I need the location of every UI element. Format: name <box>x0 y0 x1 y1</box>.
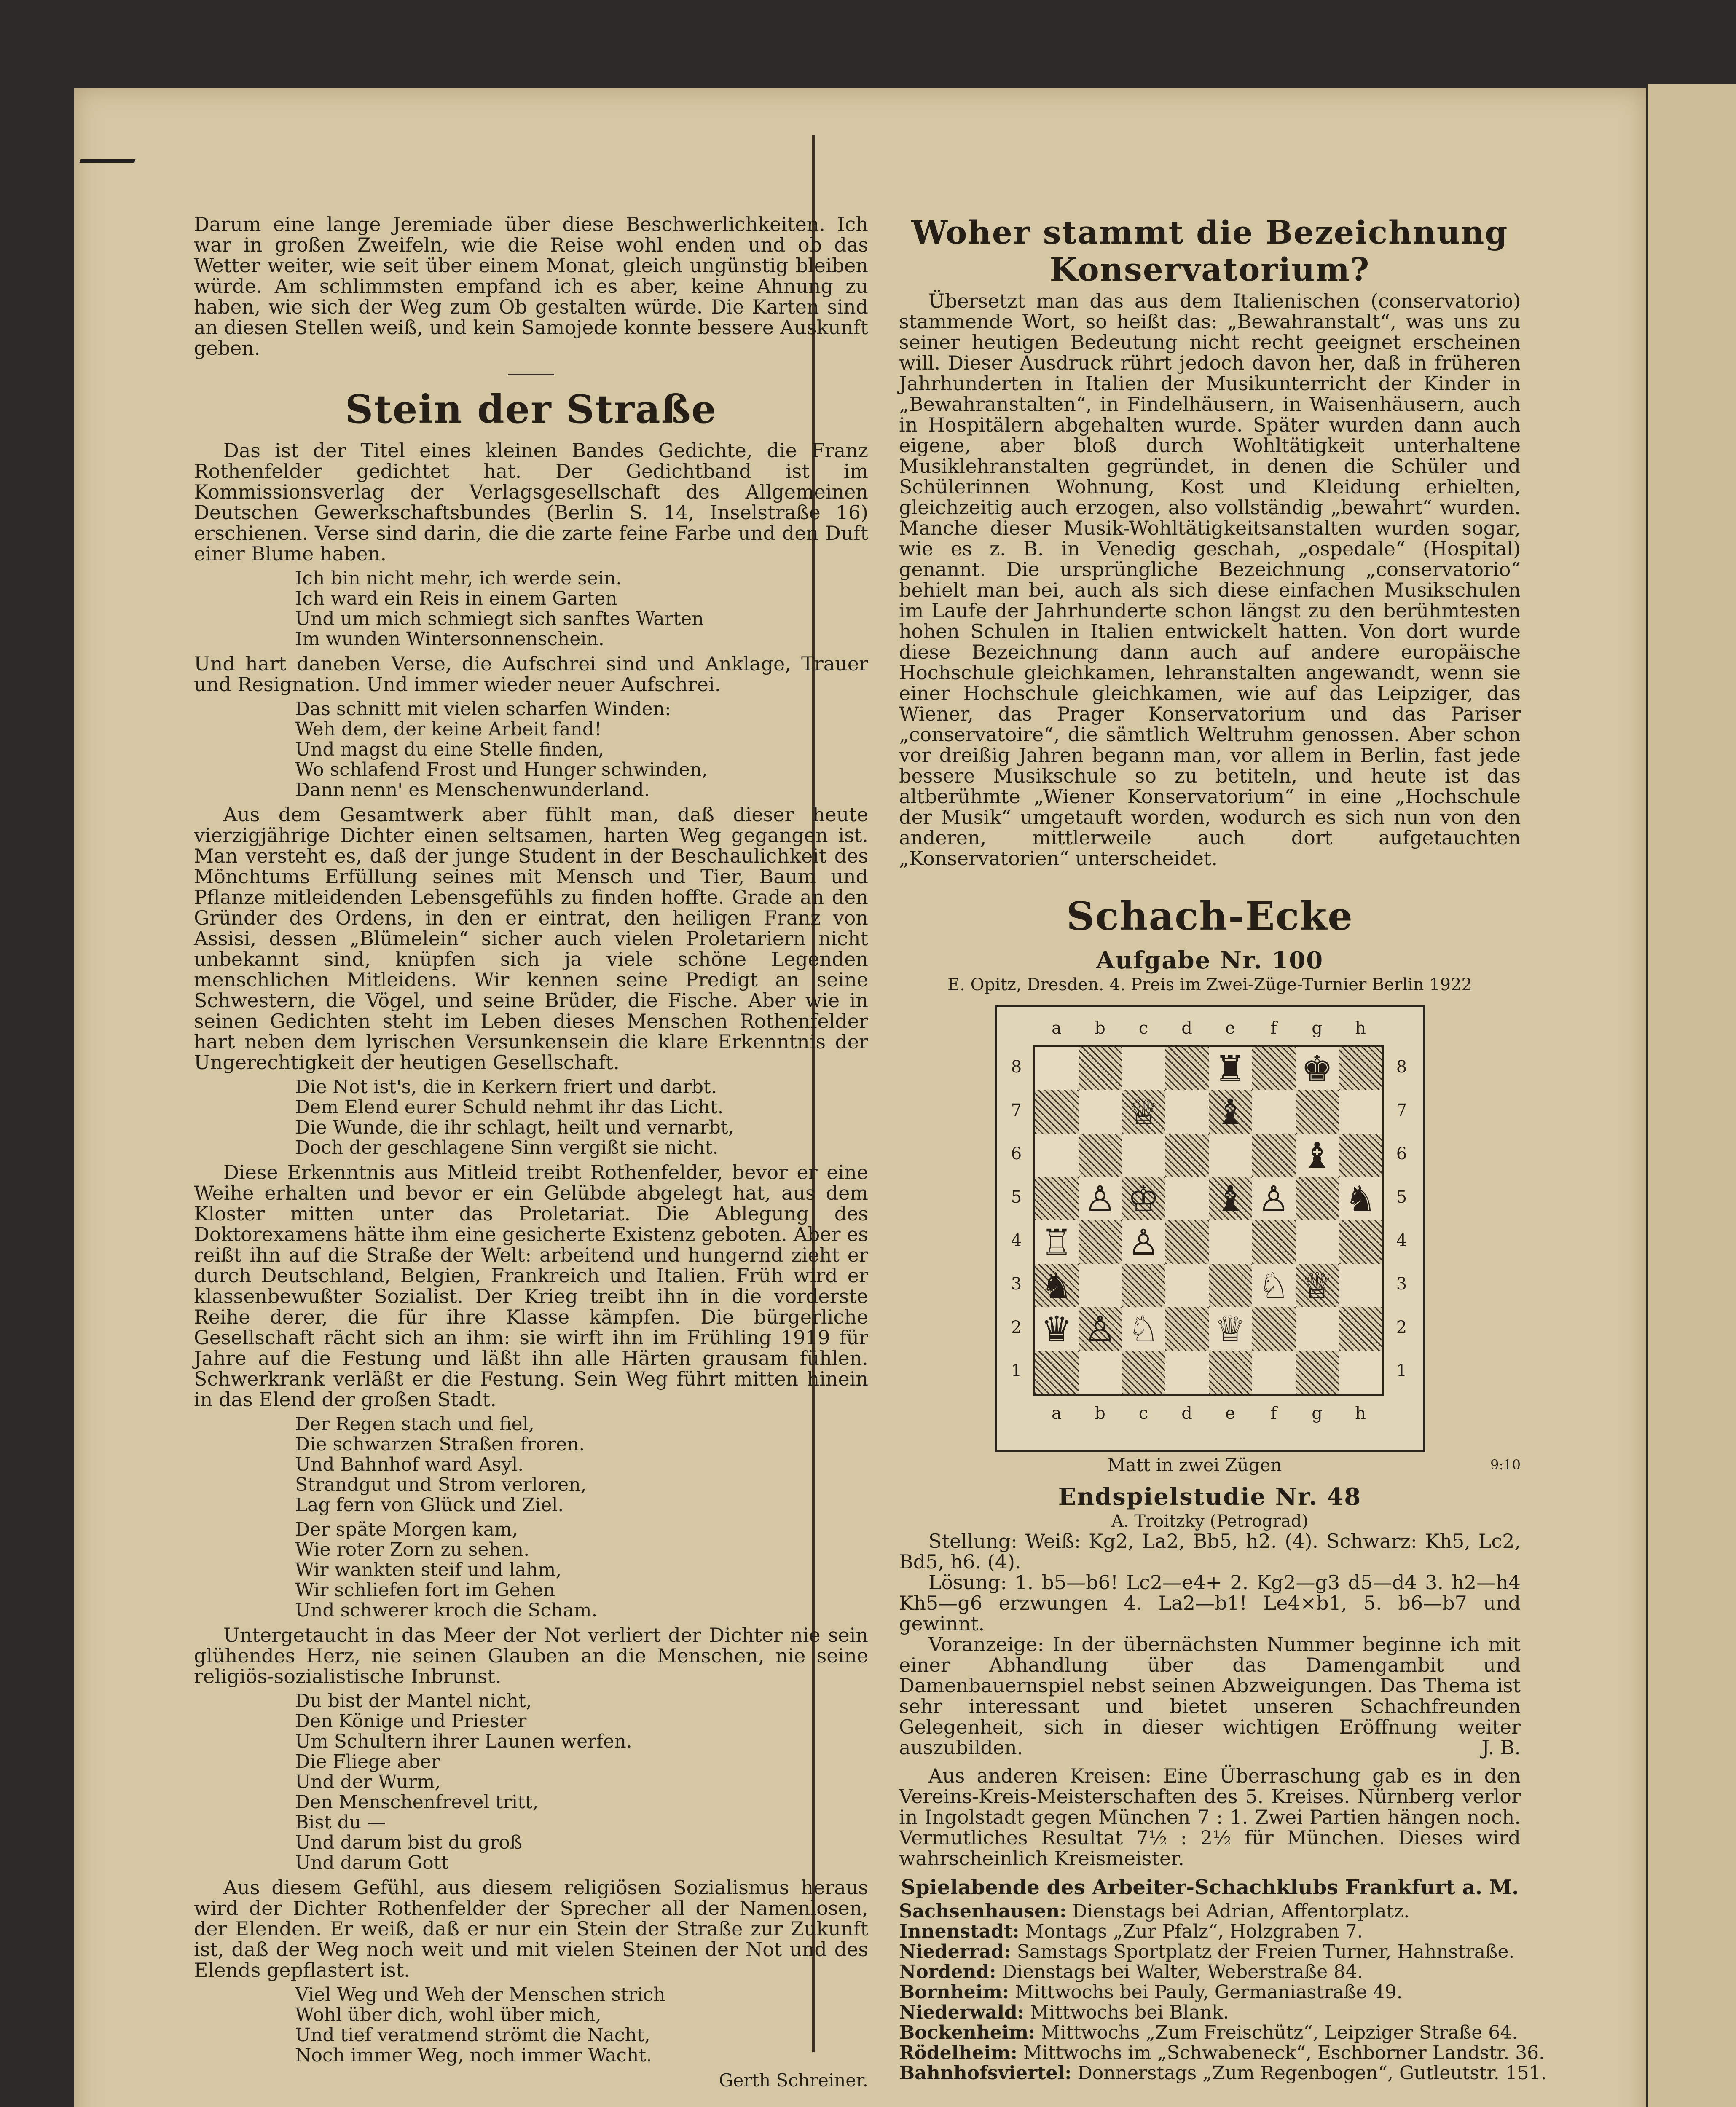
poem-line: Wie roter Zorn zu sehen. <box>295 1539 530 1560</box>
club-info: Mittwochs im „Schwabeneck“, Eschborner Landstr. 36. <box>1017 2042 1545 2064</box>
signature: Gerth Schreiner. <box>719 2070 868 2091</box>
poem-line: Der Regen stach und fiel, <box>295 1413 534 1435</box>
board-square <box>1035 1220 1079 1264</box>
chess-piece: ♕ <box>1214 1308 1246 1350</box>
club-info: Dienstags bei Adrian, Affentorplatz. <box>1066 1901 1410 1922</box>
file-label: d <box>1181 1019 1192 1038</box>
poem <box>295 568 868 649</box>
rank-label: 4 <box>1011 1231 1022 1250</box>
rank-label: 1 <box>1396 1361 1407 1381</box>
file-label: c <box>1138 1404 1148 1423</box>
chess-piece: ♙ <box>1258 1178 1290 1220</box>
rank-label: 6 <box>1396 1144 1407 1163</box>
board-square <box>1252 1264 1296 1307</box>
poem-line: Viel Weg und Weh der Menschen strich <box>295 1984 665 2005</box>
poem <box>295 1520 868 1621</box>
chess-board <box>1033 1045 1384 1396</box>
preview-text: Voranzeige: In der übernächsten Nummer beginne ich mit einer Abhandlung über das Damengambit und Damenbauernspiel nebst seinen Abzweigungen. Das Thema ist sehr interessant und bietet unseren Schachfreunden Gelegenheit, sich in dieser wichtigen Eröffnung weiter auszubilden. <box>899 1633 1521 1759</box>
board-square <box>1339 1090 1382 1134</box>
board-square <box>1252 1090 1296 1134</box>
chess-diagram <box>995 1005 1425 1452</box>
club-info: Mittwochs bei Pauly, Germaniastraße 49. <box>1009 1981 1403 2003</box>
rank-label: 4 <box>1396 1231 1407 1250</box>
poem-line: Und Bahnhof ward Asyl. <box>295 1454 524 1475</box>
preview-sign: J. B. <box>1481 1736 1521 1759</box>
file-label: a <box>1052 1019 1062 1038</box>
chess-piece: ♝ <box>1301 1134 1333 1176</box>
rank-label: 7 <box>1396 1101 1407 1120</box>
paragraph: Untergetaucht in das Meer der Not verliert der Dichter nie sein glühendes Herz, nie seinen Glauben an die Menschen, nie seine religiös-sozialistische Inbrunst. <box>194 1624 868 1688</box>
file-label: g <box>1312 1404 1323 1423</box>
club-place: Bornheim: <box>899 1981 1009 2003</box>
paragraph: Diese Erkenntnis aus Mitleid treibt Rothenfelder, bevor er eine Weihe erhalten und bevor er ein Gelübde abgelegt hat, aus dem Kloster mitten unter das Proletariat. Die Ablegung des Doktorexamens hätte ihm eine gesicherte Existenz geboten. Aber es reißt ihn auf die Straße der Welt: arbeitend und hungernd zieht er durch Deutschland, Belgien, Frankreich und Italien. Früh wird er klassenbewußter Sozialist. Der Krieg treibt ihn in die vorderste Reihe derer, die für ihre Klasse kämpfen. Die bürgerliche Gesellschaft rächt sich an ihm: sie wirft ihn im Frühling 1919 für Jahre auf die Festung und läßt ihn alle Härten grausam fühlen. Schwerkrank verläßt er die Festung. Sein Weg führt mitten hinein in das Elend der großen Stadt. <box>194 1161 868 1411</box>
board-square <box>1035 1047 1079 1090</box>
rank-label: 3 <box>1011 1274 1022 1294</box>
board-square <box>1122 1351 1165 1394</box>
left-column <box>194 214 868 2091</box>
rank-label: 3 <box>1396 1274 1407 1294</box>
file-label: d <box>1181 1404 1192 1423</box>
board-square <box>1296 1307 1339 1351</box>
poem-line: Und darum bist du groß <box>295 1832 523 1853</box>
club-place: Bockenheim: <box>899 2022 1036 2043</box>
board-square <box>1252 1047 1296 1090</box>
club-info: Donnerstags „Zum Regenbogen“, Gutleutstr. 151. <box>1071 2062 1547 2084</box>
rank-label: 5 <box>1396 1188 1407 1207</box>
board-square <box>1122 1307 1165 1351</box>
file-label: a <box>1052 1404 1062 1423</box>
poem-line: Und darum Gott <box>295 1852 449 1874</box>
rank-label: 6 <box>1011 1144 1022 1163</box>
board-square <box>1079 1177 1122 1220</box>
article-title: Stein der Straße <box>345 386 717 432</box>
board-square <box>1339 1264 1382 1307</box>
poem-line: Bist du — <box>295 1812 386 1833</box>
board-square <box>1252 1307 1296 1351</box>
file-label: b <box>1095 1019 1105 1038</box>
file-label: h <box>1355 1404 1366 1423</box>
board-square <box>1296 1264 1339 1307</box>
board-square <box>1339 1220 1382 1264</box>
study-position: Stellung: Weiß: Kg2, La2, Bb5, h2. (4). Schwarz: Kh5, Lc2, Bd5, h6. (4). <box>899 1530 1521 1573</box>
chess-piece: ♖ <box>1041 1221 1073 1263</box>
chess-piece: ♜ <box>1214 1048 1246 1089</box>
poem <box>295 699 868 800</box>
club-info: Dienstags bei Walter, Weberstraße 84. <box>996 1961 1363 1983</box>
clubs-list <box>899 1901 1547 2084</box>
file-label: g <box>1312 1019 1323 1038</box>
board-square <box>1122 1134 1165 1177</box>
board-square <box>1209 1264 1252 1307</box>
poem-line: Die Fliege aber <box>295 1751 440 1772</box>
board-square <box>1165 1090 1209 1134</box>
file-label: h <box>1355 1019 1366 1038</box>
poem-line: Um Schultern ihrer Launen werfen. <box>295 1731 632 1752</box>
club-entry <box>899 1922 1521 1942</box>
chess-piece: ♔ <box>1127 1178 1159 1220</box>
rank-label: 2 <box>1396 1318 1407 1337</box>
poem-line: Dem Elend eurer Schuld nehmt ihr das Licht. <box>295 1096 724 1118</box>
poem-line: Doch der geschlagene Sinn vergißt sie nicht. <box>295 1137 719 1158</box>
board-square <box>1079 1351 1122 1394</box>
poem-line: Strandgut und Strom verloren, <box>295 1474 587 1496</box>
poem-line: Wo schlafend Frost und Hunger schwinden, <box>295 759 708 780</box>
poem-line: Und um mich schmiegt sich sanftes Warten <box>295 608 704 630</box>
board-square <box>1079 1307 1122 1351</box>
board-square <box>1165 1134 1209 1177</box>
chess-section-title: Schach-Ecke <box>1066 893 1353 939</box>
poem-line: Die Not ist's, die in Kerkern friert und darbt. <box>295 1076 717 1098</box>
poem-line: Wohl über dich, wohl über mich, <box>295 2004 601 2026</box>
board-square <box>1165 1047 1209 1090</box>
board-square <box>1122 1090 1165 1134</box>
article-title: Woher stammt die Bezeichnung Konservatorium? <box>911 214 1508 288</box>
section-divider <box>508 374 554 375</box>
club-place: Nordend: <box>899 1961 996 1983</box>
file-label: f <box>1270 1404 1277 1423</box>
club-entry <box>899 1982 1521 2002</box>
right-column <box>899 214 1547 2084</box>
board-square <box>1122 1264 1165 1307</box>
paragraph: Und hart daneben Verse, die Aufschrei sind und Anklage, Trauer und Resignation. Und immer wieder neuer Aufschrei. <box>194 652 868 696</box>
problem-title: Aufgabe Nr. 100 <box>1096 946 1324 974</box>
problem-source: E. Opitz, Dresden. 4. Preis im Zwei-Züge-Turnier Berlin 1922 <box>947 975 1472 995</box>
board-square <box>1209 1307 1252 1351</box>
paragraph: Das ist der Titel eines kleinen Bandes Gedichte, die Franz Rothenfelder gedichtet hat. Der Gedichtband ist im Kommissionsverlag der Verlagsgesellschaft des Allgemeinen Deutschen Gewerkschaftsbundes (Berlin S. 14, Inselstraße 16) erschienen. Verse sind darin, die die zarte feine Farbe und den Duft einer Blume haben. <box>194 439 868 565</box>
board-square <box>1209 1134 1252 1177</box>
board-square <box>1339 1307 1382 1351</box>
diagram-caption <box>899 1455 1521 1475</box>
poem-line: Das schnitt mit vielen scharfen Winden: <box>295 698 671 720</box>
board-square <box>1296 1047 1339 1090</box>
board-square <box>1165 1307 1209 1351</box>
club-place: Niederrad: <box>899 1941 1011 1962</box>
club-info: Samstags Sportplatz der Freien Turner, Hahnstraße. <box>1011 1941 1515 1962</box>
board-square <box>1035 1351 1079 1394</box>
board-square <box>1035 1090 1079 1134</box>
poem-line: Den Menschenfrevel tritt, <box>295 1791 539 1813</box>
rank-label: 5 <box>1011 1188 1022 1207</box>
paragraph: Übersetzt man das aus dem Italienischen (conservatorio) stammende Wort, so heißt das: „Bewahranstalt“, was uns zu seiner heutigen Bedeutung nicht recht geeignet erscheinen will. Dieser Ausdruck rührt jedoch davon her, daß in früheren Jahrhunderten in Italien der Musikunterricht der Kinder in „Bewahranstalten“, in Findelhäusern, in Waisenhäusern, auch in Hospitälern abgehalten wurde. Später wurden dann auch eigene, aber bloß durch Wohltätigkeit unterhaltene Musiklehranstalten gegründet, in denen die Schüler und Schülerinnen Wohnung, Kost und Kleidung erhielten, gleichzeitig auch erzogen, also vollständig „bewahrt“ wurden. Manche dieser Musik-Wohltätigkeitsanstalten wurden sogar, wie es z. B. in Venedig geschah, „ospedale“ (Hospital) genannt. Die ursprüngliche Bezeichnung „conservatorio“ behielt man bei, auch als sich diese einfachen Musikschulen im Laufe der Jahrhunderte schon längst zu den berühmtesten hohen Schulen in Italien entwickelt hatten. Von dort wurde diese Bezeichnung dann auch auf andere europäische Hochschule gleichkamen, lehranstalten angewandt, wenn sie einer Hochschule gleichkamen, wie auf das Leipziger, das Wiener, das Prager Konservatorium und das Pariser „conservatoire“, die sämtlich Weltruhm genossen. Aber schon vor dreißig Jahren begann man, vor allem in Berlin, fast jede bessere Musikschule so zu betiteln, und heute ist das altberühmte „Wiener Konservatorium“ in eine „Hochschule der Musik“ umgetauft worden, wodurch es sich nun von den anderen, mittlerweile auch dort aufgetauchten „Konservatorien“ unterscheidet. <box>899 290 1521 870</box>
chess-piece: ♛ <box>1041 1308 1073 1350</box>
board-square <box>1252 1134 1296 1177</box>
board-square <box>1165 1220 1209 1264</box>
chess-piece: ♘ <box>1127 1308 1159 1350</box>
board-code: 9:10 <box>1490 1457 1521 1473</box>
clubs-title: Spielabende des Arbeiter-Schachklubs Frankfurt a. M. <box>901 1876 1519 1899</box>
rank-label: 2 <box>1011 1318 1022 1337</box>
board-square <box>1165 1177 1209 1220</box>
adjacent-page-edge <box>1648 84 1736 2107</box>
chess-piece: ♙ <box>1084 1308 1116 1350</box>
chess-piece: ♞ <box>1344 1178 1376 1220</box>
study-solution: Lösung: 1. b5—b6! Lc2—e4+ 2. Kg2—g3 d5—d4 3. h2—h4 Kh5—g6 erzwungen 4. La2—b1! Le4×b1, 5. b6—b7 und gewinnt. <box>899 1571 1521 1635</box>
board-square <box>1296 1134 1339 1177</box>
board-square <box>1165 1264 1209 1307</box>
rank-label: 8 <box>1396 1057 1407 1077</box>
study-author: A. Troitzky (Petrograd) <box>1111 1512 1309 1531</box>
board-square <box>1339 1134 1382 1177</box>
poem-line: Wir wankten steif und lahm, <box>295 1559 562 1581</box>
poem-line: Und der Wurm, <box>295 1771 441 1793</box>
intro-paragraph: Darum eine lange Jeremiade über diese Beschwerlichkeiten. Ich war in großen Zweifeln, wie die Reise wohl enden und ob das Wetter weiter, wie seit über einem Monat, gleich ungünstig bleiben würde. Am schlimmsten empfand ich es aber, keine Ahnung zu haben, wie sich der Weg zum Ob gestalten würde. Die Karten sind an diesen Stellen weiß, und kein Samojede konnte bessere Auskunft geben. <box>194 213 868 359</box>
board-square <box>1296 1177 1339 1220</box>
board-square <box>1035 1134 1079 1177</box>
club-info: Mittwochs bei Blank. <box>1024 2002 1229 2023</box>
board-square <box>1079 1220 1122 1264</box>
rank-label: 8 <box>1011 1057 1022 1077</box>
board-square <box>1209 1177 1252 1220</box>
file-label: e <box>1225 1404 1235 1423</box>
poem-line: Lag fern von Glück und Ziel. <box>295 1494 564 1516</box>
poem-line: Die Wunde, die ihr schlagt, heilt und vernarbt, <box>295 1117 734 1138</box>
board-square <box>1209 1047 1252 1090</box>
board-square <box>1035 1177 1079 1220</box>
chess-piece: ♚ <box>1301 1048 1333 1089</box>
board-square <box>1122 1047 1165 1090</box>
board-square <box>1165 1351 1209 1394</box>
other-circles: Aus anderen Kreisen: Eine Überraschung gab es in den Vereins-Kreis-Meisterschaften des 5. Kreises. Nürnberg verlor in Ingolstadt gegen München 7 : 1. Zwei Partien hängen noch. Vermutliches Resultat 7½ : 2½ für München. Dieses wird wahrscheinlich Kreismeister. <box>899 1764 1521 1870</box>
poem-line: Ich ward ein Reis in einem Garten <box>295 588 617 609</box>
club-entry <box>899 2002 1521 2023</box>
chess-piece: ♝ <box>1214 1091 1246 1133</box>
board-square <box>1209 1220 1252 1264</box>
rank-label: 1 <box>1011 1361 1022 1381</box>
board-square <box>1339 1351 1382 1394</box>
file-label: c <box>1138 1019 1148 1038</box>
chess-piece: ♕ <box>1301 1265 1333 1306</box>
paragraph: Aus diesem Gefühl, aus diesem religiösen Sozialismus heraus wird der Dichter Rothenfelder der Sprecher all der Namenlosen, der Elenden. Er weiß, daß er nur ein Stein der Straße zur Zukunft ist, daß der Weg noch weit und mit vielen Steinen der Not und des Elends gepflastert ist. <box>194 1876 868 1981</box>
chess-piece: ♝ <box>1214 1178 1246 1220</box>
club-entry <box>899 1962 1521 1982</box>
board-square <box>1035 1307 1079 1351</box>
poem-line: Wir schliefen fort im Gehen <box>295 1579 555 1601</box>
paragraph: Aus dem Gesamtwerk aber fühlt man, daß dieser heute vierzigjährige Dichter einen seltsamen, harten Weg gegangen ist. Man versteht es, daß der junge Student in der Beschaulichkeit des Mönchtums Erfüllung seines mit Mensch und Tier, Baum und Pflanze mitleidenden Lebensgefühls zu finden hoffte. Grade an den Gründer des Ordens, in den er eintrat, den heiligen Franz von Assisi, dessen „Blümelein“ sicher auch vielen Proletariern nicht unbekannt sind, knüpfen sich ja viele schöne Legenden menschlichen Mitleidens. Wir kennen seine Predigt an seine Schwestern, die Vögel, und seine Brüder, die Fische. Aber wie in seinen Gedichten steht im Leben dieses Menschen Rothenfelder hart neben dem lyrischen Versunkensein die klare Erkenntnis der Ungerechtigkeit der heutigen Gesellschaft. <box>194 803 868 1074</box>
poem-line: Der späte Morgen kam, <box>295 1519 518 1540</box>
poem-line: Und schwerer kroch die Scham. <box>295 1600 598 1621</box>
club-place: Niederwald: <box>899 2002 1024 2023</box>
poem <box>295 1691 868 1873</box>
board-square <box>1122 1177 1165 1220</box>
edge-mark <box>80 159 136 163</box>
file-label: f <box>1270 1019 1277 1038</box>
board-square <box>1296 1220 1339 1264</box>
board-square <box>1252 1351 1296 1394</box>
poem <box>295 1077 868 1158</box>
board-square <box>1339 1047 1382 1090</box>
rank-label: 7 <box>1011 1101 1022 1120</box>
poem-line: Ich bin nicht mehr, ich werde sein. <box>295 568 622 589</box>
preview-paragraph <box>899 1634 1521 1758</box>
board-square <box>1209 1090 1252 1134</box>
poem-line: Und magst du eine Stelle finden, <box>295 739 604 760</box>
board-square <box>1122 1220 1165 1264</box>
board-square <box>1079 1047 1122 1090</box>
club-info: Mittwochs „Zum Freischütz“, Leipziger Straße 64. <box>1035 2022 1518 2043</box>
board-square <box>1296 1351 1339 1394</box>
poem-line: Weh dem, der keine Arbeit fand! <box>295 718 602 740</box>
board-square <box>1339 1177 1382 1220</box>
poem-line: Den Könige und Priester <box>295 1710 527 1732</box>
poem <box>295 1985 868 2066</box>
board-square <box>1209 1351 1252 1394</box>
board-square <box>1079 1134 1122 1177</box>
poem-line: Noch immer Weg, noch immer Wacht. <box>295 2045 652 2066</box>
poem-line: Im wunden Wintersonnenschein. <box>295 628 604 650</box>
poem-line: Dann nenn' es Menschenwunderland. <box>295 779 650 801</box>
club-entry <box>899 1942 1521 1962</box>
board-square <box>1252 1220 1296 1264</box>
board-square <box>1296 1090 1339 1134</box>
chess-piece: ♘ <box>1258 1265 1290 1306</box>
club-place: Bahnhofsviertel: <box>899 2062 1072 2084</box>
chess-piece: ♙ <box>1084 1178 1116 1220</box>
file-label: b <box>1095 1404 1105 1423</box>
club-info: Montags „Zur Pfalz“, Holzgraben 7. <box>1019 1921 1363 1942</box>
board-square <box>1079 1090 1122 1134</box>
study-title: Endspielstudie Nr. 48 <box>1058 1483 1362 1511</box>
chess-piece: ♕ <box>1127 1091 1159 1133</box>
board-caption: Matt in zwei Zügen <box>1107 1455 1282 1475</box>
chess-piece: ♙ <box>1127 1221 1159 1263</box>
poem-line: Und tief veratmend strömt die Nacht, <box>295 2024 650 2046</box>
club-place: Innenstadt: <box>899 1921 1020 1942</box>
club-place: Sachsenhausen: <box>899 1901 1067 1922</box>
club-entry <box>899 1901 1521 1922</box>
club-place: Rödelheim: <box>899 2042 1017 2064</box>
file-label: e <box>1225 1019 1235 1038</box>
club-entry <box>899 2062 1547 2084</box>
board-square <box>1079 1264 1122 1307</box>
board-square <box>1252 1177 1296 1220</box>
poem-line: Die schwarzen Straßen froren. <box>295 1434 585 1455</box>
club-entry <box>899 2023 1521 2043</box>
club-entry <box>899 2042 1545 2064</box>
chess-piece: ♞ <box>1041 1265 1073 1306</box>
board-square <box>1035 1264 1079 1307</box>
poem-line: Du bist der Mantel nicht, <box>295 1690 532 1712</box>
poem <box>295 1414 868 1515</box>
